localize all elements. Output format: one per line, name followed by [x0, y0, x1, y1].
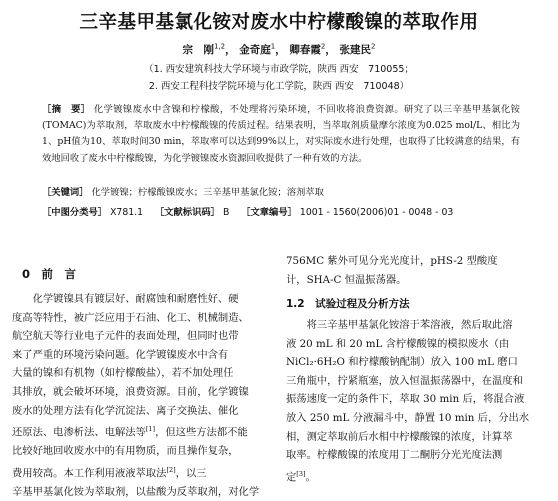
- body-line: 化学镀镍具有镀层好、耐腐蚀和耐磨性好、硬: [32, 293, 239, 305]
- body-line: 辛基甲基氯化铵为萃取剂，以盐酸为反萃取剂，对化学: [12, 485, 260, 498]
- body-line: 振荡速度一定的条件下，萃取 30 min 后，将混合液: [286, 393, 525, 406]
- body-line: 计，SHA-C 恒温振荡器。: [286, 273, 407, 286]
- body-line: 相，测定萃取前后水相中柠檬酸镍的浓度，计算萃: [286, 430, 513, 443]
- body-text: ，但这些方法都不能: [155, 426, 248, 439]
- keywords-label: ［关键词］: [42, 187, 89, 198]
- body-text: 定: [286, 471, 297, 484]
- doc-code-value: B: [222, 207, 230, 218]
- author-affiliation-mark: 2: [371, 42, 376, 51]
- body-line: 来了严重的环境污染问题。化学镀镍废水中含有: [12, 348, 229, 361]
- left-column-body: [12, 290, 270, 501]
- body-line: 废水的处理方法有化学沉淀法、离子交换法、催化: [12, 404, 239, 417]
- paper-title: 三辛基甲基氯化铵对废水中柠檬酸镍的萃取作用: [79, 12, 479, 33]
- body-text: 费用较高。本工作利用液液萃取法: [12, 467, 167, 480]
- affiliation-1: （1. 西安建筑科技大学环境与市政学院，陕西 西安 710055；: [144, 64, 414, 75]
- body-line: 度高等特性，被广泛应用于石油、化工、机械制造、: [12, 311, 249, 324]
- author-name: 张建民: [339, 44, 372, 56]
- author-affiliation-mark: 1,2: [213, 42, 226, 51]
- clc-value: X781.1: [110, 207, 144, 218]
- citation-ref[interactable]: [3]: [296, 469, 306, 478]
- article-id-label: ［文章编号］: [241, 207, 297, 218]
- body-line: [12, 420, 270, 442]
- keywords-text: 化学镀镍；柠檬酸镍废水；三辛基甲基氯化铵；溶剂萃取: [91, 187, 324, 198]
- author-affiliation-mark: 1: [270, 42, 276, 51]
- body-line: 航空航天等行业电子元件的表面处理，但同时也带: [12, 330, 239, 343]
- author-affiliation-mark: 2: [320, 42, 326, 51]
- body-line: [12, 461, 270, 483]
- body-line: 将三辛基甲基氯化铵溶于苯溶液，然后取此溶: [306, 319, 513, 331]
- section-heading-introduction: 0 前 言: [22, 267, 77, 281]
- body-line: 液 20 mL 和 20 mL 含柠檬酸镍的模拟废水（由: [286, 337, 510, 350]
- keywords: [42, 184, 520, 198]
- abstract-text: 化学镀镍废水中含镍和柠檬酸，不处理将污染环境，不回收将浪费资源。研究了以三辛基甲基氯化铵(TOMAC)为萃取剂，萃取废水中柠檬酸镍的传质过程。结果表明，当萃取剂质量摩尔浓度为0.025 mol/L、相比为1、pH值为10、萃取时间30 min，萃取率可以达到99%以上，对实际废水进行处理，也取得了比较满意的结果，有效地回收了废水中柠檬酸镍，为化学镀镍废水资源回收提供了一种有效的方法。: [42, 104, 520, 164]
- doc-code-label: ［文献标识码］: [154, 207, 220, 218]
- body-line: 大量的镍和有机物（如柠檬酸盐），若不加处理任: [12, 367, 234, 380]
- body-line: NiCl₂·6H₂O 和柠檬酸钠配制）放入 100 mL 磨口: [286, 356, 518, 369]
- body-line: [286, 465, 548, 487]
- section-heading-procedure: 1.2 试验过程及分析方法: [286, 298, 410, 310]
- body-line: 三角瓶中，拧紧瓶塞，放入恒温振荡器中，在温度和: [286, 374, 523, 387]
- citation-ref[interactable]: [1]: [145, 425, 156, 434]
- body-line: 放入 250 mL 分液漏斗中，静置 10 min 后，分出水: [286, 411, 530, 424]
- abstract-label: ［摘 要］: [42, 104, 91, 115]
- author-name: 金奇庭: [239, 44, 271, 56]
- author-name: 宗 刚: [182, 44, 214, 56]
- body-text: 。: [305, 471, 316, 484]
- abstract: [42, 102, 520, 167]
- body-text: ，以三: [175, 467, 207, 480]
- article-id-value: 1001 - 1560(2006)01 - 0048 - 03: [299, 207, 454, 218]
- author-list: 宗 刚$^{1,2}$， 金奇庭$^1$， 卿春霞$^2$， 张建民$^2$: [182, 42, 376, 56]
- body-line: 其排放，就会破坏环境，浪费资源。目前，化学镀镍: [12, 385, 249, 398]
- body-line: 比较好地回收废水中的有用物质，而且操作复杂，: [12, 445, 239, 458]
- classification-line: [42, 204, 520, 218]
- citation-ref[interactable]: [2]: [166, 465, 176, 474]
- clc-label: ［中图分类号］: [42, 207, 108, 218]
- right-column-top: [286, 252, 548, 289]
- body-line: 756MC 紫外可见分光光度计，pHS-2 型酸度: [286, 255, 498, 267]
- right-column-body: [286, 316, 548, 487]
- body-line: 取率。柠檬酸镍的浓度用丁二酮肟分光光度法测: [286, 449, 503, 462]
- author-name: 卿春霞: [289, 44, 321, 56]
- affiliation-2: 2. 西安工程科技学院环境与化工学院，陕西 西安 710048）: [148, 81, 410, 92]
- body-text: 还原法、电渗析法、电解法等: [12, 426, 146, 439]
